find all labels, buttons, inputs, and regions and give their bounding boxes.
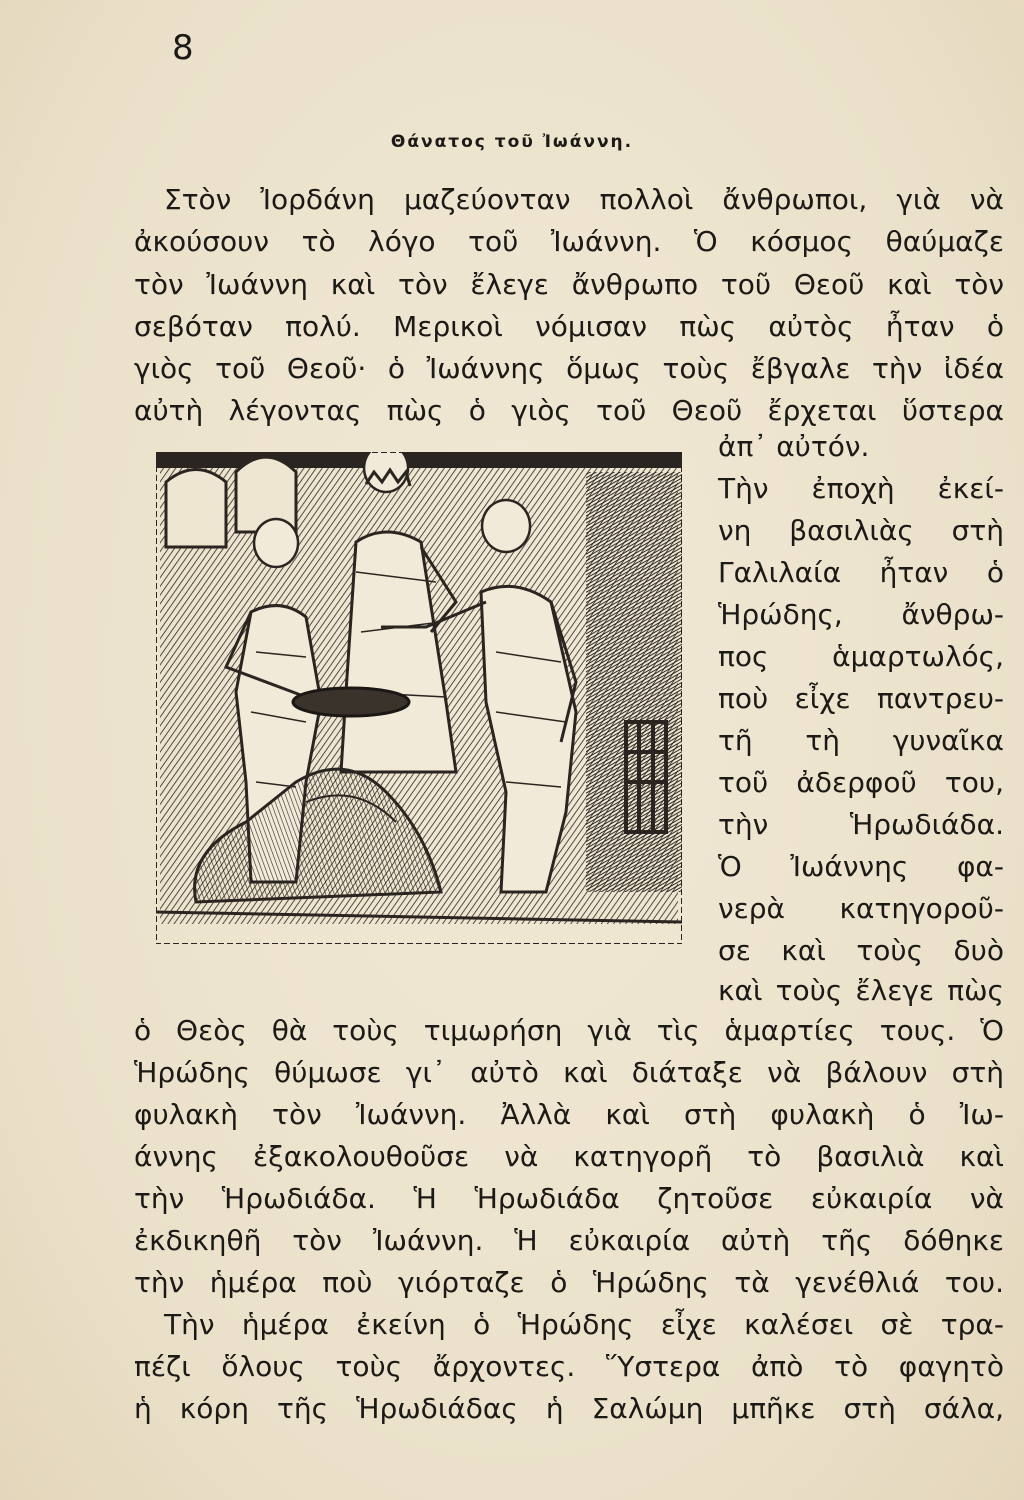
text-line: άννης ἐξακολουθοῦσε νὰ κατηγορῆ τὸ βασιλιὰ καὶ: [134, 1140, 1004, 1173]
text-line: σε καὶ τοὺς δυὸ: [718, 934, 1004, 967]
text-line: Ἡρώδης θύμωσε γι᾿ αὐτὸ καὶ διάταξε νὰ βάλουν στὴ: [134, 1056, 1004, 1089]
text-line: πος ἁμαρτωλός,: [718, 640, 1004, 673]
text-line: Στὸν Ἰορδάνη μαζεύονταν πολλοὶ ἄνθρωποι, γιὰ νὰ: [164, 183, 1004, 216]
text-line: Γαλιλαία ἦταν ὁ: [718, 556, 1004, 589]
text-line: Τὴν ἡμέρα ἐκείνη ὁ Ἡρώδης εἶχε καλέσει σὲ τρα-: [164, 1308, 1004, 1341]
text-line: ποὺ εἶχε παντρευ-: [718, 682, 1004, 715]
text-line: Τὴν ἐποχὴ ἐκεί-: [718, 472, 1004, 505]
text-line: ἡ κόρη τῆς Ἡρωδιάδας ἡ Σαλώμη μπῆκε στὴ σάλα,: [134, 1392, 1004, 1425]
text-line: ἀπ᾿ αὐτόν.: [718, 430, 870, 463]
text-line: γιὸς τοῦ Θεοῦ· ὁ Ἰωάννης ὅμως τοὺς ἔβγαλε τὴν ἰδέα: [134, 352, 1004, 385]
text-line: καὶ τοὺς ἔλεγε πὼς: [718, 974, 1004, 1007]
page-number: 8: [172, 28, 194, 68]
text-line: Ὁ Ἰωάννης φα-: [718, 850, 1004, 883]
text-line: αὐτὴ λέγοντας πὼς ὁ γιὸς τοῦ Θεοῦ ἔρχεται ὕστερα: [134, 394, 1004, 427]
text-line: νερὰ κατηγοροῦ-: [718, 892, 1004, 925]
text-line: τὸν Ἰωάννη καὶ τὸν ἔλεγε ἄνθρωπο τοῦ Θεοῦ καὶ τὸν: [134, 268, 1004, 301]
text-line: τοῦ ἀδερφοῦ του,: [718, 766, 1004, 799]
text-line: πέζι ὅλους τοὺς ἄρχοντες. Ὕστερα ἀπὸ τὸ φαγητὸ: [134, 1350, 1004, 1383]
text-line: ὁ Θεὸς θὰ τοὺς τιμωρήση γιὰ τὶς ἁμαρτίες τους. Ὁ: [134, 1014, 1004, 1047]
text-line: τὴν Ἡρωδιάδα. Ἡ Ἡρωδιάδα ζητοῦσε εὐκαιρία νὰ: [134, 1182, 1004, 1215]
text-line: ἀκούσουν τὸ λόγο τοῦ Ἰωάννη. Ὁ κόσμος θαύμαζε: [134, 225, 1004, 258]
chapter-title: Θάνατος τοῦ Ἰωάννη.: [390, 132, 634, 152]
text-line: τὴν ἡμέρα ποὺ γιόρταζε ὁ Ἡρώδης τὰ γενέθλιά του.: [134, 1266, 1004, 1299]
text-line: τὴν Ἡρωδιάδα.: [718, 808, 1004, 841]
text-line: φυλακὴ τὸν Ἰωάννη. Ἀλλὰ καὶ στὴ φυλακὴ ὁ Ἰω-: [134, 1098, 1004, 1131]
engraving-illustration: [156, 452, 682, 944]
text-line: τῆ τὴ γυναῖκα: [718, 724, 1004, 757]
text-line: Ἡρώδης, ἄνθρω-: [718, 598, 1004, 631]
text-line: σεβόταν πολύ. Μερικοὶ νόμισαν πὼς αὐτὸς ἦταν ὁ: [134, 310, 1004, 343]
text-line: νη βασιλιὰς στὴ: [718, 514, 1004, 547]
text-line: ἐκδικηθῆ τὸν Ἰωάννη. Ἡ εὐκαιρία αὐτὴ τῆς δόθηκε: [134, 1224, 1004, 1257]
